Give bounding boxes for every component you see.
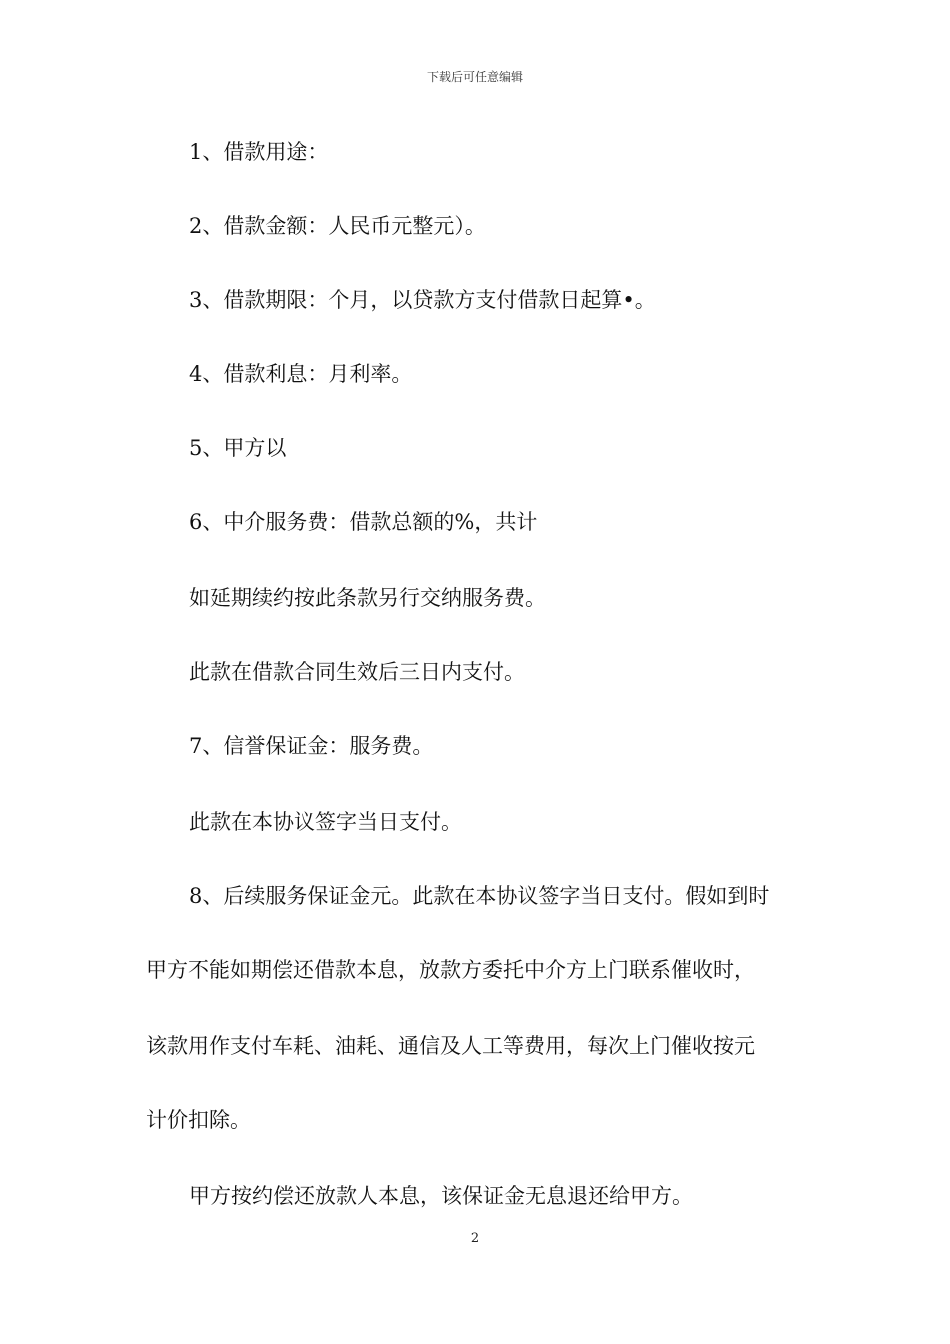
paragraph-followup-deposit-cont-3: 计价扣除。 — [146, 1108, 251, 1132]
paragraph-deposit-refund: 甲方按约偿还放款人本息，该保证金无息退还给甲方。 — [189, 1184, 693, 1208]
paragraph-loan-purpose: 1、借款用途： — [189, 140, 329, 164]
paragraph-credit-deposit: 7、信誉保证金：服务费。 — [189, 734, 434, 758]
paragraph-fee-payment: 此款在借款合同生效后三日内支付。 — [189, 660, 525, 684]
paragraph-loan-interest: 4、借款利息：月利率。 — [189, 362, 413, 386]
paragraph-party-a: 5、甲方以 — [189, 436, 287, 460]
paragraph-deposit-payment: 此款在本协议签字当日支付。 — [189, 810, 462, 834]
paragraph-extension-fee: 如延期续约按此条款另行交纳服务费。 — [189, 586, 546, 610]
paragraph-followup-deposit-cont-1: 甲方不能如期偿还借款本息，放款方委托中介方上门联系催收时， — [146, 958, 755, 982]
paragraph-followup-deposit: 8、后续服务保证金元。此款在本协议签字当日支付。假如到时 — [189, 884, 770, 908]
page-header: 下载后可任意编辑 — [426, 70, 523, 84]
page-number: 2 — [470, 1231, 480, 1246]
paragraph-loan-amount: 2、借款金额：人民币元整元）。 — [189, 214, 486, 238]
paragraph-followup-deposit-cont-2: 该款用作支付车耗、油耗、通信及人工等费用，每次上门催收按元 — [146, 1034, 755, 1058]
paragraph-service-fee: 6、中介服务费：借款总额的%，共计 — [189, 510, 538, 534]
paragraph-loan-term: 3、借款期限：个月，以贷款方支付借款日起算•。 — [189, 288, 656, 312]
